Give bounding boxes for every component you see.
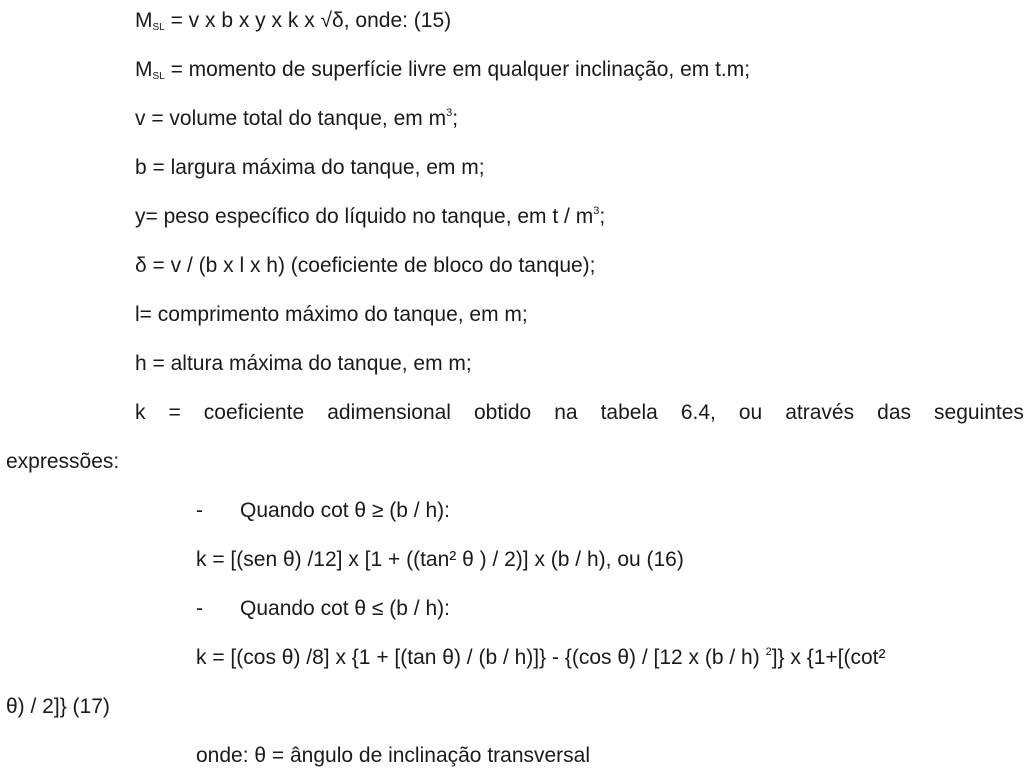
superscript: 3	[446, 107, 453, 119]
case-2	[196, 598, 450, 619]
word: das	[877, 401, 911, 424]
equation-16: k = [(sen θ) /12] x [1 + ((tan² θ ) / 2)] x (b / h), ou (16)	[196, 548, 684, 571]
theta-definition: onde: θ = ângulo de inclinação transversal	[196, 744, 591, 767]
word: obtido	[473, 401, 532, 424]
symbol-m: M	[135, 9, 153, 32]
word: k	[135, 401, 146, 424]
superscript: 3	[593, 205, 600, 217]
word: na	[554, 401, 578, 424]
word: =	[168, 401, 181, 424]
definition-delta: δ = v / (b x l x h) (coeficiente de bloco do tanque);	[135, 254, 596, 277]
word: 6.4,	[680, 401, 716, 424]
punctuation: ;	[452, 107, 459, 130]
subscript-sl: SL	[152, 22, 165, 33]
punctuation: ;	[599, 205, 606, 228]
equation-text: ]} x {1+[(cot²	[771, 646, 886, 669]
subscript-sl: SL	[152, 71, 165, 82]
formula-text: = v x b x y x k x √δ, onde: (15)	[164, 9, 452, 32]
equation-text: k = [(cos θ) /8] x {1 + [(tan θ) / (b / h)]} - {(cos θ) / [12 x (b / h)	[196, 646, 766, 669]
case-1	[196, 500, 450, 521]
case-text: Quando cot θ ≤ (b / h):	[240, 597, 450, 620]
word: através	[785, 401, 855, 424]
word: tabela	[600, 401, 658, 424]
bullet-dash: -	[196, 499, 203, 522]
definition-k	[135, 402, 1024, 423]
superscript: 2	[765, 646, 772, 658]
definition-l: l= comprimento máximo do tanque, em m;	[135, 303, 528, 326]
word: adimensional	[327, 401, 451, 424]
definition-v	[135, 108, 458, 129]
definition-msl	[135, 59, 750, 80]
word: coeficiente	[203, 401, 305, 424]
symbol-m: M	[135, 58, 153, 81]
bullet-dash: -	[196, 597, 203, 620]
word: seguintes	[934, 401, 1024, 424]
definition-k-continuation: expressões:	[6, 450, 120, 473]
definition-text: v = volume total do tanque, em m	[135, 107, 447, 130]
definition-b: b = largura máxima do tanque, em m;	[135, 156, 485, 179]
definition-h: h = altura máxima do tanque, em m;	[135, 352, 472, 375]
equation-17	[196, 647, 886, 668]
case-text: Quando cot θ ≥ (b / h):	[240, 499, 450, 522]
formula-msl	[135, 10, 451, 31]
equation-17-continuation: θ) / 2]} (17)	[6, 695, 110, 718]
definition-y	[135, 206, 605, 227]
definition-text: y= peso específico do líquido no tanque, em t / m	[135, 205, 594, 228]
definition-text: = momento de superfície livre em qualquer inclinação, em t.m;	[164, 58, 751, 81]
word: ou	[738, 401, 763, 424]
